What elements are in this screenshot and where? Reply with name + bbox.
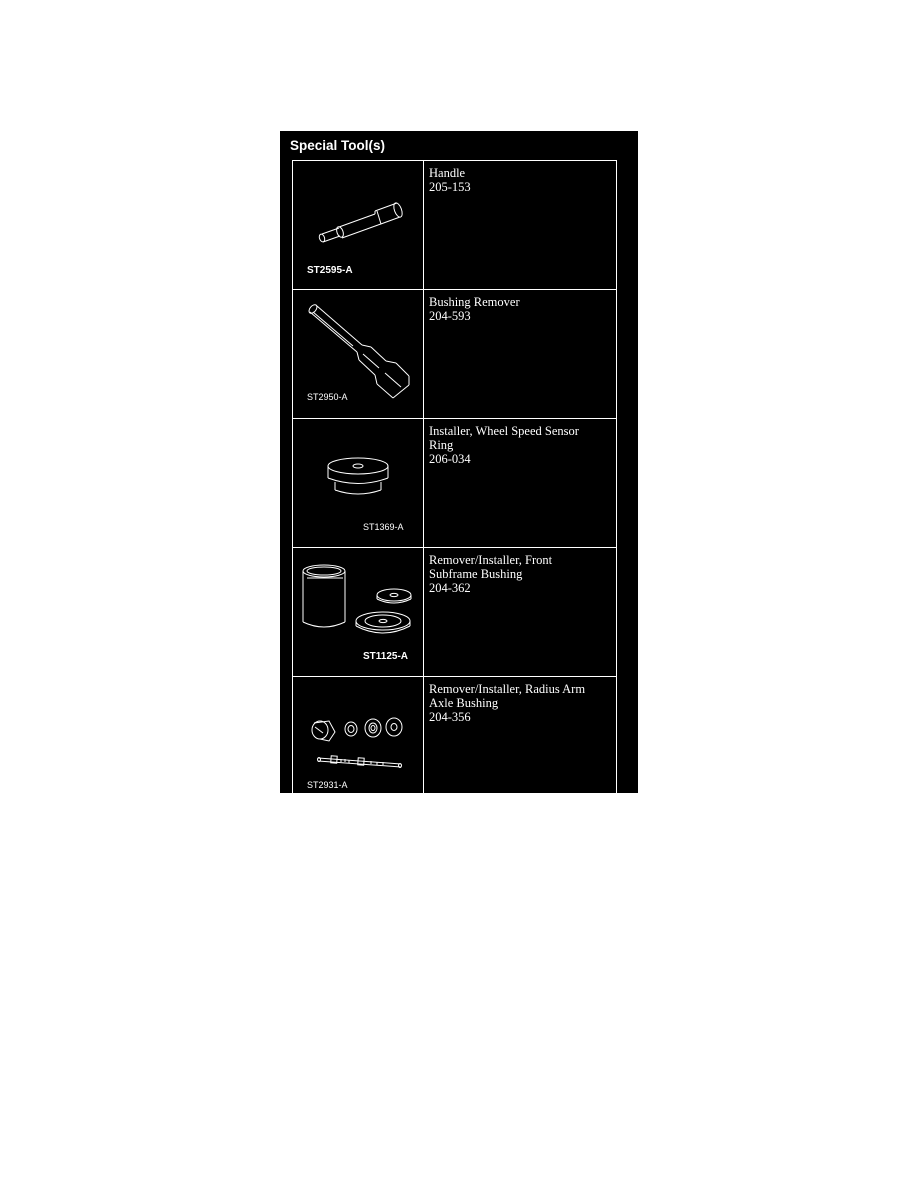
section-title: Special Tool(s) bbox=[290, 138, 386, 153]
tool-image-cell bbox=[293, 548, 424, 677]
tool-description-cell bbox=[424, 290, 617, 419]
tool-number: 204-593 bbox=[429, 309, 471, 323]
tool-description-cell bbox=[424, 419, 617, 548]
tool-name: Installer, Wheel Speed Sensor bbox=[429, 424, 579, 438]
tool-name: Remover/Installer, Front bbox=[429, 553, 553, 567]
tool-code-label: ST2931-A bbox=[307, 780, 348, 790]
tool-code-label: ST1369-A bbox=[363, 522, 404, 532]
tool-name-continued: Subframe Bushing bbox=[429, 567, 523, 581]
tool-name: Bushing Remover bbox=[429, 295, 520, 309]
table-row bbox=[293, 419, 617, 548]
tool-name-continued: Axle Bushing bbox=[429, 696, 499, 710]
table-row bbox=[293, 548, 617, 677]
tool-number: 204-362 bbox=[429, 581, 471, 595]
tool-name: Remover/Installer, Radius Arm bbox=[429, 682, 586, 696]
table-row bbox=[293, 161, 617, 290]
tool-number: 206-034 bbox=[429, 452, 471, 466]
tool-description-cell bbox=[424, 161, 617, 290]
special-tools-table bbox=[292, 160, 617, 806]
tool-number: 204-356 bbox=[429, 710, 471, 724]
tool-image-cell bbox=[293, 290, 424, 419]
tool-description-cell bbox=[424, 677, 617, 806]
tool-image-cell bbox=[293, 161, 424, 290]
tool-image-cell bbox=[293, 677, 424, 806]
tool-code-label: ST2595-A bbox=[307, 265, 353, 276]
tool-image-cell bbox=[293, 419, 424, 548]
tool-name-continued: Ring bbox=[429, 438, 454, 452]
tool-description-cell bbox=[424, 548, 617, 677]
tool-code-label: ST1125-A bbox=[363, 651, 409, 662]
table-row bbox=[293, 677, 617, 806]
special-tools-panel bbox=[280, 131, 638, 793]
tool-number: 205-153 bbox=[429, 180, 471, 194]
table-row bbox=[293, 290, 617, 419]
tool-name: Handle bbox=[429, 166, 466, 180]
tool-code-label: ST2950-A bbox=[307, 392, 348, 402]
